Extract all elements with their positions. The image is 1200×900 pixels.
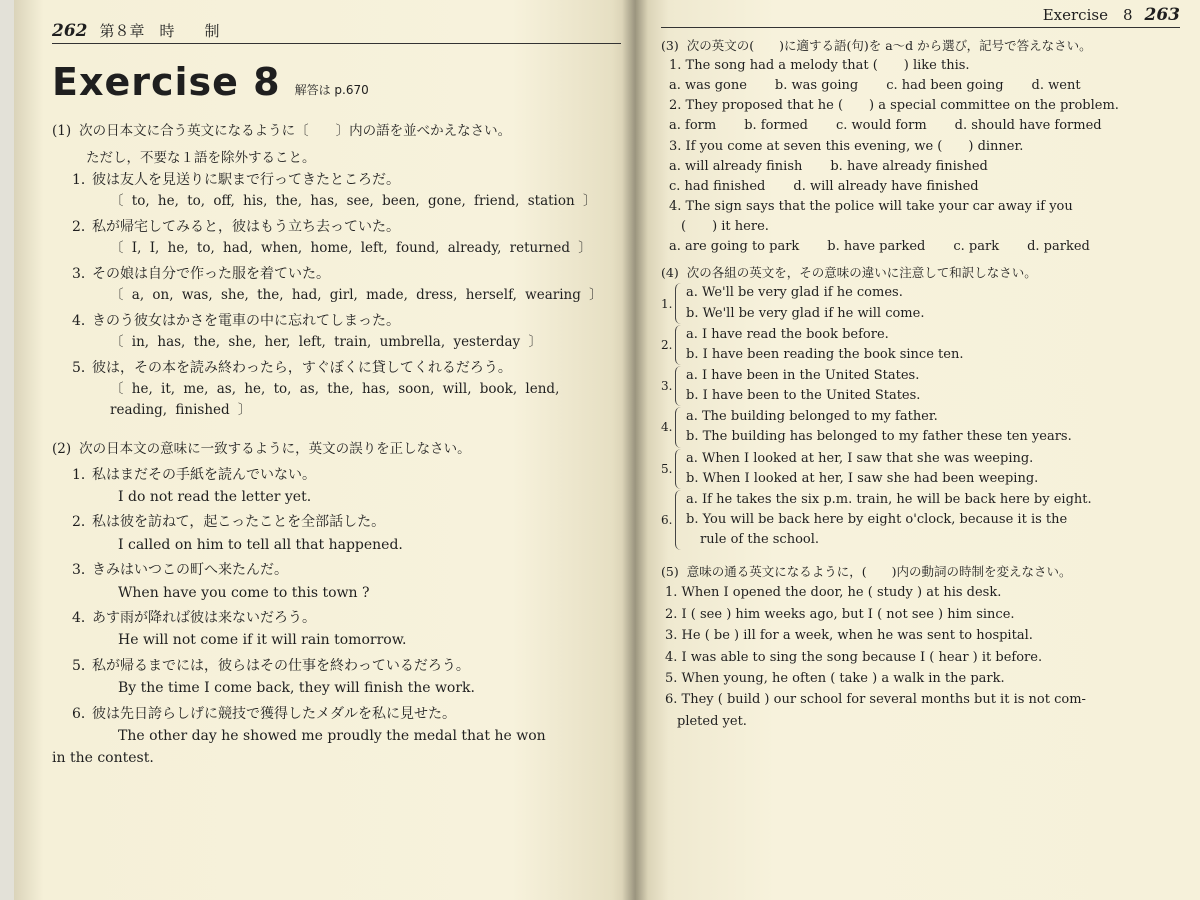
right-running-header bbox=[661, 4, 1180, 28]
option-a: a. was gone bbox=[669, 78, 747, 94]
sentence-a: a. If he takes the six p.m. train, he will be back here by eight. bbox=[686, 491, 1092, 507]
list-item: 3. He ( be ) ill for a week, when he was sent to hospital. bbox=[665, 628, 1033, 644]
option-d: d. went bbox=[1031, 78, 1081, 94]
option-d: d. will already have finished bbox=[793, 178, 979, 194]
section-3 bbox=[661, 36, 1180, 257]
item-japanese: 私が帰宅してみると，彼はもう立ち去っていた。 bbox=[92, 218, 400, 235]
section-4-instruction-text: 次の各組の英文を，その意味の違いに注意して和訳しなさい。 bbox=[686, 265, 1037, 281]
exercise-title-row bbox=[52, 60, 621, 104]
item-japanese: 彼は先日誇らしげに競技で獲得したメダルを私に見せた。 bbox=[92, 705, 456, 722]
brace bbox=[675, 325, 682, 365]
item-number: 1． bbox=[72, 466, 95, 483]
option-c: c. would form bbox=[835, 118, 927, 134]
list-item bbox=[52, 310, 621, 354]
sentence-pair bbox=[661, 449, 1180, 489]
answer-options bbox=[661, 177, 1180, 197]
list-item: 5. When young, he often ( take ) a walk in the park. bbox=[665, 670, 1005, 686]
section-4-instruction bbox=[661, 263, 1180, 281]
sentence-pair bbox=[661, 283, 1180, 323]
section-2-instruction bbox=[52, 440, 621, 460]
word-bank: 〔 I, I, he, to, had, when, home, left, found, already, returned 〕 bbox=[110, 239, 592, 256]
option-a: a. are going to park bbox=[669, 239, 800, 255]
option-d: d. parked bbox=[1027, 239, 1090, 255]
sentence-b: b. I have been to the United States. bbox=[686, 388, 921, 404]
left-running-header bbox=[52, 20, 621, 44]
sentence-a: a. I have read the book before. bbox=[686, 326, 889, 342]
section-5 bbox=[661, 562, 1180, 732]
pair-number: 2. bbox=[661, 337, 673, 352]
option-c: c. had been going bbox=[886, 78, 1004, 94]
sentence-pair bbox=[661, 407, 1180, 447]
page-stack-edge bbox=[0, 0, 14, 900]
list-item-continued: pleted yet. bbox=[677, 713, 747, 729]
sentence-b: b. You will be back here by eight o'clock, because it is the bbox=[686, 511, 1068, 527]
item-number: 5． bbox=[72, 359, 95, 376]
word-bank: 〔 he, it, me, as, he, to, as, the, has, soon, will, book, lend, reading, finished 〕 bbox=[110, 380, 560, 419]
list-item bbox=[52, 357, 621, 423]
item-number: 3． bbox=[72, 265, 95, 282]
section-5-instruction bbox=[661, 562, 1180, 580]
item-japanese: その娘は自分で作った服を着ていた。 bbox=[92, 265, 330, 282]
item-number: 1． bbox=[72, 171, 95, 188]
pair-number: 4. bbox=[661, 420, 673, 435]
pair-number: 6. bbox=[661, 513, 673, 528]
list-item: 6. They ( build ) our school for several months but it is not com- bbox=[665, 692, 1086, 708]
section-1-number: (1) bbox=[52, 123, 72, 139]
pair-number: 3. bbox=[661, 379, 673, 394]
option-a: a. will already finish bbox=[669, 158, 803, 174]
sentence-b: b. The building has belonged to my father these ten years. bbox=[686, 429, 1072, 445]
item-number: 2． bbox=[72, 514, 95, 531]
question-text: 1. The song had a melody that ( ) like this. bbox=[669, 58, 970, 73]
sentence-a: a. When I looked at her, I saw that she was weeping. bbox=[686, 450, 1034, 466]
answer-options bbox=[661, 237, 1180, 257]
brace bbox=[675, 366, 682, 406]
sentence-pair bbox=[661, 366, 1180, 406]
item-japanese: きのう彼女はかさを電車の中に忘れてしまった。 bbox=[92, 312, 400, 329]
sentence-a: a. The building belonged to my father. bbox=[686, 409, 938, 425]
question-text: 3. If you come at seven this evening, we ( ) dinner. bbox=[669, 138, 1024, 154]
item-english: I do not read the letter yet. bbox=[118, 489, 312, 506]
section-1-instruction-line1: 次の日本文に合う英文になるように〔 〕内の語を並べかえなさい。 bbox=[79, 123, 512, 139]
word-bank: 〔 a, on, was, she, the, had, girl, made, dress, herself, wearing 〕 bbox=[110, 286, 603, 303]
pair-number: 1. bbox=[661, 296, 673, 311]
item-japanese: 彼は，その本を読み終わったら，すぐぼくに貸してくれるだろう。 bbox=[92, 359, 512, 376]
book-gutter bbox=[622, 0, 648, 900]
item-english: The other day he showed me proudly the medal that he won bbox=[118, 727, 546, 744]
section-2-instruction-text: 次の日本文の意味に一致するように，英文の誤りを正しなさい。 bbox=[79, 441, 471, 458]
list-item: 2. I ( see ) him weeks ago, but I ( not see ) him since. bbox=[665, 606, 1015, 622]
section-5-instruction-text: 意味の通る英文になるように，( )内の動詞の時制を変えなさい。 bbox=[686, 564, 1072, 580]
section-4 bbox=[661, 263, 1180, 550]
sentence-pair bbox=[661, 490, 1180, 550]
list-item bbox=[52, 216, 621, 260]
sentence-b-continued: rule of the school. bbox=[700, 532, 820, 548]
section-1-instruction bbox=[52, 122, 621, 142]
option-d: d. should have formed bbox=[954, 118, 1102, 134]
pair-number: 5. bbox=[661, 461, 673, 476]
answer-options bbox=[661, 76, 1180, 96]
section-5-number: (5) bbox=[661, 564, 679, 580]
right-page-number: 263 bbox=[1144, 5, 1180, 25]
left-page bbox=[12, 0, 637, 900]
option-b: b. was going bbox=[774, 78, 859, 94]
option-b: b. have parked bbox=[827, 239, 926, 255]
section-3-number: (3) bbox=[661, 38, 679, 53]
question-text-continued: ( ) it here. bbox=[681, 219, 769, 235]
section-1-instruction-line2: ただし，不要な１語を除外すること。 bbox=[86, 149, 316, 166]
chapter-label: 第８章 時 制 bbox=[99, 22, 220, 40]
brace bbox=[675, 490, 682, 550]
question-text: 4. The sign says that the police will take your car away if you bbox=[669, 198, 1073, 214]
item-number: 2． bbox=[72, 218, 95, 235]
item-number: 5． bbox=[72, 657, 95, 674]
item-english: I called on him to tell all that happened. bbox=[118, 536, 403, 553]
brace bbox=[675, 407, 682, 447]
item-english-continued: in the contest. bbox=[52, 750, 154, 767]
section-3-instruction bbox=[661, 36, 1180, 54]
item-number: 4． bbox=[72, 609, 95, 626]
sentence-b: b. I have been reading the book since ten. bbox=[686, 346, 964, 362]
section-4-number: (4) bbox=[661, 265, 679, 281]
section-2 bbox=[52, 440, 621, 766]
list-item bbox=[52, 263, 621, 307]
sentence-a: a. We'll be very glad if he comes. bbox=[686, 285, 903, 301]
section-3-instruction-text: 次の英文の( )に適する語(句)を a～d から選び，記号で答えなさい。 bbox=[686, 38, 1092, 53]
list-item: 4. I was able to sing the song because I ( hear ) it before. bbox=[665, 649, 1043, 665]
word-bank: 〔 in, has, the, she, her, left, train, umbrella, yesterday 〕 bbox=[110, 333, 542, 350]
right-page bbox=[635, 0, 1200, 900]
sentence-a: a. I have been in the United States. bbox=[686, 367, 920, 383]
word-bank: 〔 to, he, to, off, his, the, has, see, been, gone, friend, station 〕 bbox=[110, 192, 597, 209]
item-number: 3． bbox=[72, 562, 95, 579]
question-text: 2. They proposed that he ( ) a special committee on the problem. bbox=[669, 98, 1119, 114]
exercise-title: Exercise 8 bbox=[52, 60, 281, 104]
item-number: 6． bbox=[72, 705, 95, 722]
sentence-b: b. We'll be very glad if he will come. bbox=[686, 305, 925, 321]
option-a: a. form bbox=[669, 118, 717, 134]
item-japanese: 私は彼を訪ねて，起こったことを全部話した。 bbox=[92, 514, 386, 531]
item-japanese: 私が帰るまでには，彼らはその仕事を終わっているだろう。 bbox=[92, 657, 470, 674]
item-japanese: 彼は友人を見送りに駅まで行ってきたところだ。 bbox=[92, 171, 400, 188]
item-number: 4． bbox=[72, 312, 95, 329]
left-page-number: 262 bbox=[52, 21, 88, 41]
sentence-b: b. When I looked at her, I saw she had been weeping. bbox=[686, 470, 1039, 486]
brace bbox=[675, 449, 682, 489]
list-item bbox=[52, 511, 621, 556]
item-english: By the time I come back, they will finish the work. bbox=[118, 680, 475, 697]
option-c: c. had finished bbox=[669, 178, 766, 194]
option-b: b. have already finished bbox=[830, 158, 988, 174]
answer-reference: 解答は p.670 bbox=[294, 83, 369, 97]
section-1 bbox=[52, 122, 621, 422]
option-c: c. park bbox=[953, 239, 1000, 255]
item-japanese: 私はまだその手紙を読んでいない。 bbox=[92, 466, 316, 483]
list-item bbox=[52, 559, 621, 604]
item-english: When have you come to this town ? bbox=[118, 584, 370, 601]
item-english: He will not come if it will rain tomorrow. bbox=[118, 632, 407, 649]
list-item bbox=[52, 464, 621, 509]
item-japanese: あす雨が降れば彼は来ないだろう。 bbox=[92, 609, 316, 626]
sentence-pair bbox=[661, 325, 1180, 365]
list-item: 1. When I opened the door, he ( study ) at his desk. bbox=[665, 585, 1002, 601]
list-item bbox=[52, 607, 621, 652]
list-item bbox=[52, 169, 621, 213]
option-b: b. formed bbox=[744, 118, 808, 134]
list-item bbox=[52, 655, 621, 700]
answer-options bbox=[661, 116, 1180, 136]
item-japanese: きみはいつこの町へ来たんだ。 bbox=[92, 562, 288, 579]
section-2-number: (2) bbox=[52, 441, 72, 458]
right-header-title: Exercise 8 bbox=[1042, 6, 1133, 24]
brace bbox=[675, 283, 682, 323]
answer-options bbox=[661, 157, 1180, 177]
list-item bbox=[52, 703, 621, 748]
